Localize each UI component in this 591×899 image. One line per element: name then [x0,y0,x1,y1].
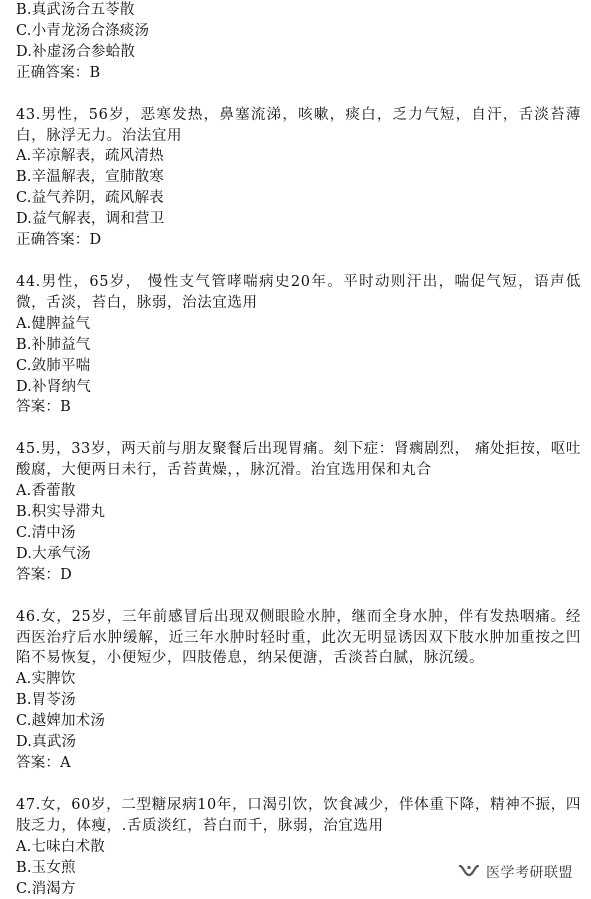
question-stem: 45.男，33岁，两天前与朋友聚餐后出现胃痛。刻下症：肾瘸剧烈， 痛处拒按，呕吐酸腐，大便两日未行，舌苔黄燥，，脉沉滑。治宜选用保和丸合 [16,441,581,479]
question-stem: 46.女，25岁，三年前感冒后出现双侧眼睑水肿，继而全身水肿，伴有发热咽痛。经西医治疗后水肿缓解，近三年水肿时轻时重，此次无明显诱因双下肢水肿加重按之凹陷不易恢复，小便短少，四肢倦息，纳呆便溏，舌淡苔白腻，脉沉缓。 [16,608,581,667]
answer: 答案：D [16,566,72,583]
option-a: A.辛凉解表，疏风清热 [16,148,164,165]
option-b: B.真武汤合五苓散 [16,2,135,18]
spacer [16,586,581,607]
option-b: B.积实导滞丸 [16,504,106,521]
question-44 [16,272,581,418]
watermark-text: 医学考研联盟 [486,865,573,881]
answer: 正确答案：B [16,64,101,81]
question-45 [16,439,581,585]
answer: 答案：A [16,755,71,771]
option-b: B.补肺益气 [16,336,91,353]
question-42-tail [16,0,581,84]
option-d: D.补虚汤合参蛤散 [16,43,136,60]
option-c: C.清中汤 [16,524,76,541]
option-a: A.健脾益气 [16,315,91,332]
option-d: D.大承气汤 [16,545,91,562]
spacer [16,251,581,272]
answer: 答案：B [16,399,71,416]
question-46 [16,607,581,774]
option-c: C.小青龙汤合涤痰汤 [16,22,150,39]
watermark [454,860,577,884]
option-d: D.真武汤 [16,734,77,751]
option-c: C.消渴方 [16,880,76,897]
option-c: C.敛肺平喘 [16,357,91,374]
option-a: A.香蕾散 [16,483,76,500]
option-a: A.七味白术散 [16,838,105,855]
option-a: A.实脾饮 [16,671,76,688]
option-b: B.玉女煎 [16,859,76,876]
option-c: C.越婢加术汤 [16,713,106,730]
option-b: B.胃苓汤 [16,692,76,709]
option-c: C.益气养阴，疏风解表 [16,190,164,207]
question-stem: 44.男性，65岁， 慢性支气管哮喘病史20年。平时动则汗出，喘促气短，语声低微，舌淡，苔白，脉弱，治法宜选用 [16,273,581,311]
spacer [16,774,581,795]
option-b: B.辛温解表，宣肺散寒 [16,169,164,186]
answer: 正确答案：D [16,232,102,249]
spacer [16,84,581,105]
question-stem: 43.男性，56岁，恶寒发热，鼻塞流涕，咳嗽，痰白，乏力气短，自汗，舌淡苔薄白，脉浮无力。治法宜用 [16,106,581,144]
option-d: D.补肾纳气 [16,378,91,395]
exam-document [16,0,581,899]
question-stem: 47.女，60岁，二型糖尿病10年，口渴引饮，饮食减少，伴体重下降，精神不振，四肢乏力，体瘦，.舌质淡红，苔白而千，脉弱，治宜选用 [16,796,581,834]
wechat-channel-icon [458,863,480,881]
question-43 [16,105,581,251]
option-d: D.益气解表，调和营卫 [16,211,165,228]
spacer [16,418,581,439]
